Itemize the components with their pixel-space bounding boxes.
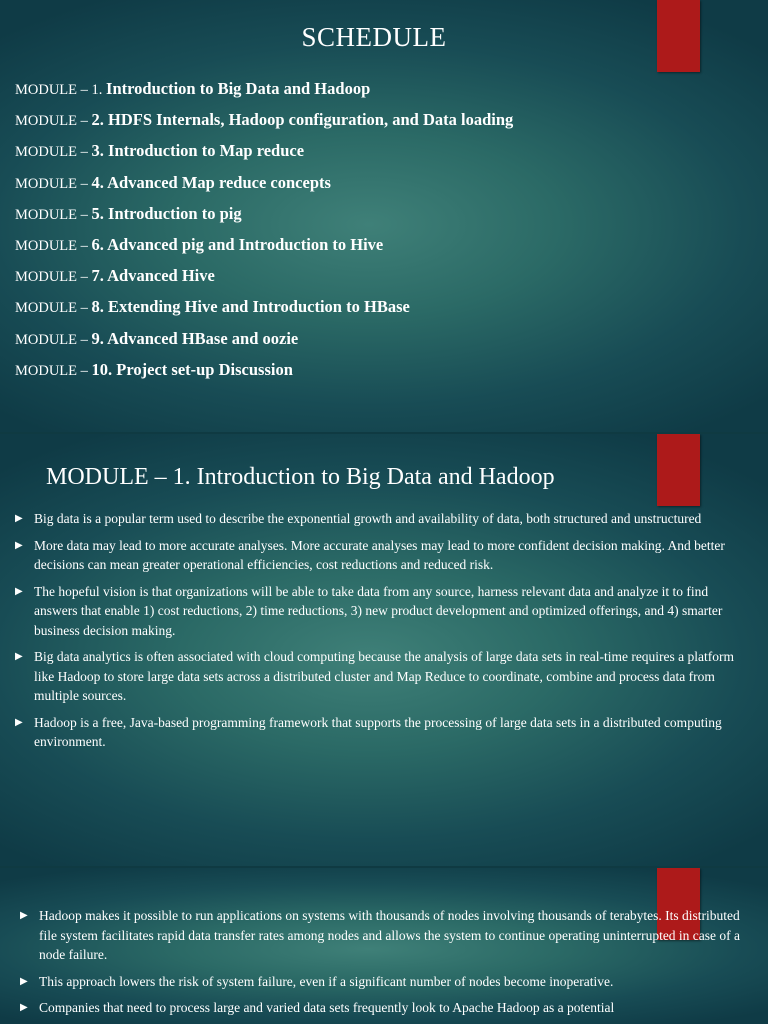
bullet-item [20,972,746,992]
triangle-right-icon: ▶ [15,651,23,662]
module-prefix: MODULE – [15,113,92,130]
bullet-text: This approach lowers the risk of system failure, even if a significant number of nodes become inoperative. [39,973,614,989]
module-prefix: MODULE – [15,206,92,223]
slide-schedule [0,0,768,432]
module-prefix: MODULE – 1. [15,82,107,98]
module-item [15,139,513,170]
module-title: 2. HDFS Internals, Hadoop configuration, and Data loading [91,110,514,130]
module-title: 6. Advanced pig and Introduction to Hive [91,234,384,254]
bullet-item [15,647,750,706]
slide-module-1 [0,434,768,866]
module-title: 5. Introduction to pig [91,203,242,223]
red-accent-tab [657,434,700,506]
module-item [15,358,513,389]
bullet-text: The hopeful vision is that organizations will be able to take data from any source, harness relevant data and analyze it to find answers that enable 1) cost reductions, 2) time reductions, 3) new product development and optimized offerings, and 4) smarter business decision making. [34,583,723,638]
bullet-text: Hadoop is a free, Java-based programming framework that supports the processing of large data sets in a distributed computing environment. [34,714,722,749]
module-item [15,327,513,358]
module-item [15,171,513,202]
module-item [15,233,513,264]
module-prefix: MODULE – [15,331,92,348]
bullet-text: Companies that need to process large and varied data sets frequently look to Apache Hadoop as a potential [39,1000,615,1015]
module-item [15,202,513,233]
module-prefix: MODULE – [15,144,92,161]
triangle-right-icon: ▶ [15,716,23,728]
bullet-item [15,509,750,529]
triangle-right-icon: ▶ [15,585,23,597]
bullet-item [20,998,746,1018]
module-title: 3. Introduction to Map reduce [91,141,305,161]
bullet-item [20,906,746,965]
triangle-right-icon: ▶ [20,1002,28,1013]
module-prefix: MODULE – [15,362,92,379]
slide-title: MODULE – 1. Introduction to Big Data and Hadoop [46,464,555,490]
bullet-text: More data may lead to more accurate analyses. More accurate analyses may lead to more confident decision making. And better decisions can mean greater operational efficiencies, cost reductions and reduced risk. [34,537,725,572]
slide-hadoop-continued [0,868,768,1024]
module-title: Introduction to Big Data and Hadoop [106,79,371,98]
bullet-item [15,582,750,641]
module-list [15,77,513,389]
triangle-right-icon: ▶ [20,910,28,921]
module-title: 10. Project set-up Discussion [91,359,293,379]
bullet-text: Big data analytics is often associated with cloud computing because the analysis of large data sets in real-time requires a platform like Hadoop to store large data sets across a distributed cluster and Map Reduce to coordinate, combine and process data from multiple sources. [34,649,735,703]
bullet-item [15,713,750,752]
bullet-item [15,536,750,575]
page-title: SCHEDULE [301,22,447,52]
bullet-text: Big data is a popular term used to describe the exponential growth and availability of data, both structured and unstructured [34,511,702,526]
module-item [15,295,513,326]
bullet-text: Hadoop makes it possible to run applications on systems with thousands of nodes involving thousands of terabytes. Its distributed file system facilitates rapid data transfer rates among nodes and allows the system to continue operating uninterrupted in case of a node failure. [39,908,741,962]
module-prefix: MODULE – [15,237,92,254]
module-item [15,77,513,108]
module-prefix: MODULE – [15,269,92,286]
bullet-list [15,509,750,759]
bullet-list [20,906,746,1024]
module-title: 7. Advanced Hive [91,266,215,286]
triangle-right-icon: ▶ [15,539,23,551]
triangle-right-icon: ▶ [15,513,23,524]
module-prefix: MODULE – [15,175,92,192]
module-title: 4. Advanced Map reduce concepts [91,172,331,192]
module-item [15,264,513,295]
triangle-right-icon: ▶ [20,975,28,987]
module-item [15,108,513,139]
module-title: 8. Extending Hive and Introduction to HBase [91,297,410,317]
module-prefix: MODULE – [15,300,92,317]
module-title: 9. Advanced HBase and oozie [91,328,299,348]
